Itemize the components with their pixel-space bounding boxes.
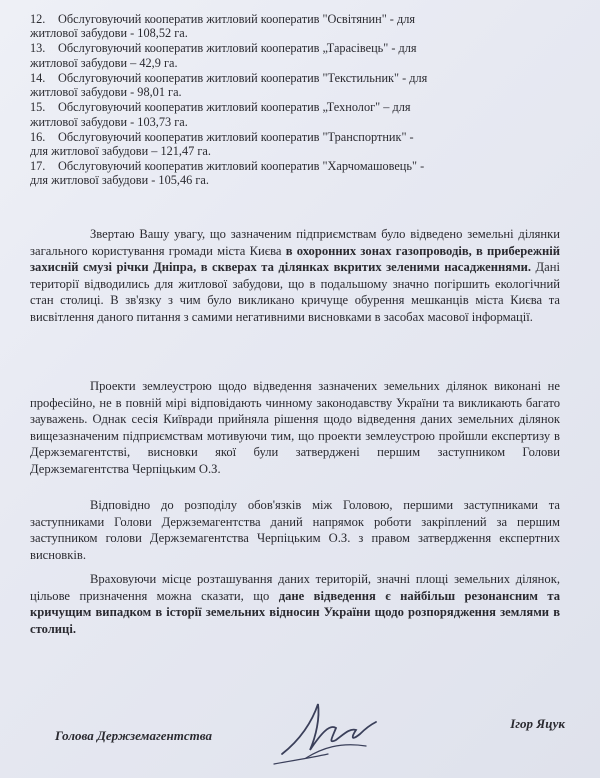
paragraph-text: Звертаю Вашу увагу, що зазначеним підприємствам було відведено земельні ділянки загального користування громади міста Києва: [30, 227, 560, 258]
paragraph-projects: Проекти землеустрою щодо відведення зазначених земельних ділянок виконані не професійно, не в повній мірі відповідають чинному законодавству України та викликають багато зауважень. Однак сесія Київради прийняла рішення щодо відведення даних земельних ділянок вищезазначеним підприємствам мотивуючи тим, що проекти землеустрою пройшли експертизу в Держземагентстві, висновки якої були затверджені першим заступником Голови Держземагентства Черпіцьким О.З.: [30, 379, 560, 476]
paragraph-conclusion: [30, 571, 560, 637]
paragraph-responsibilities: Відповідно до розподілу обов'язків між Головою, першими заступниками та заступниками Голови Держземагентства даний напрямок роботи закріплений за першим заступником голови Держземагентства Черпіцьким О.З. з правом затвердження експертних висновків.: [30, 498, 560, 562]
item-text: Обслуговуючий кооператив житловий кооператив "Текстильник" - для: [58, 70, 428, 85]
signer-name: Ігор Яцук: [510, 716, 565, 731]
cooperative-list: [30, 12, 560, 188]
list-item: [30, 71, 560, 100]
item-text: Обслуговуючий кооператив житловий кооператив "Транспортник" -: [58, 129, 414, 144]
signature-icon: [270, 688, 380, 768]
paragraph-text: Дані території відводились для житлової забудови, що в подальшому значно погіршить екологічний стан столиці. В зв'язку з чим було викликано кричуще обурення мешканців міста Києва та висвітлення даного питання з самими негативними висновками в засобах масової інформації.: [30, 260, 560, 324]
paragraph-emphasis: в охоронних зонах газопроводів, в прибережній захисній смузі річки Дніпра, в скверах та ділянках вкритих зеленими насадженнями.: [30, 243, 560, 274]
paragraph-text: Враховуючи місце розташування даних територій, значні площі земельних ділянок, цільове призначення можна сказати, що: [30, 572, 560, 603]
item-number: 15.: [30, 100, 46, 115]
item-text: Обслуговуючий кооператив житловий кооператив „Технолог" – для: [58, 100, 411, 115]
item-text: Обслуговуючий кооператив житловий кооператив "Харчомашовець" -: [58, 159, 425, 174]
item-number: 14.: [30, 70, 46, 85]
item-text-continued: для житлової забудови – 121,47 га.: [30, 144, 211, 159]
item-text-continued: житлової забудови - 103,73 га.: [30, 114, 188, 129]
paragraph-attention: [30, 226, 560, 325]
item-number: 13.: [30, 41, 46, 56]
list-item: [30, 159, 560, 188]
item-text: Обслуговуючий кооператив житловий кооператив „Тарасівець" - для: [58, 41, 417, 56]
paragraph-emphasis: дане відведення є найбільш резонансним та кричущим випадком в історії земельних відносин України щодо розпорядження землями в столиці.: [30, 588, 560, 636]
signer-title: Голова Держземагентства: [55, 728, 212, 743]
list-item: [30, 41, 560, 70]
item-number: 16.: [30, 129, 46, 144]
item-text-continued: житлової забудови - 98,01 га.: [30, 85, 182, 100]
item-text: Обслуговуючий кооператив житловий кооператив "Освітянин" - для: [58, 12, 416, 26]
list-item: [30, 12, 560, 41]
item-number: 12.: [30, 12, 46, 26]
item-text-continued: житлової забудови – 42,9 га.: [30, 55, 178, 70]
item-text-continued: житлової забудови - 108,52 га.: [30, 26, 188, 41]
list-item: [30, 100, 560, 129]
list-item: [30, 130, 560, 159]
item-number: 17.: [30, 159, 46, 174]
item-text-continued: для житлової забудови - 105,46 га.: [30, 173, 209, 188]
